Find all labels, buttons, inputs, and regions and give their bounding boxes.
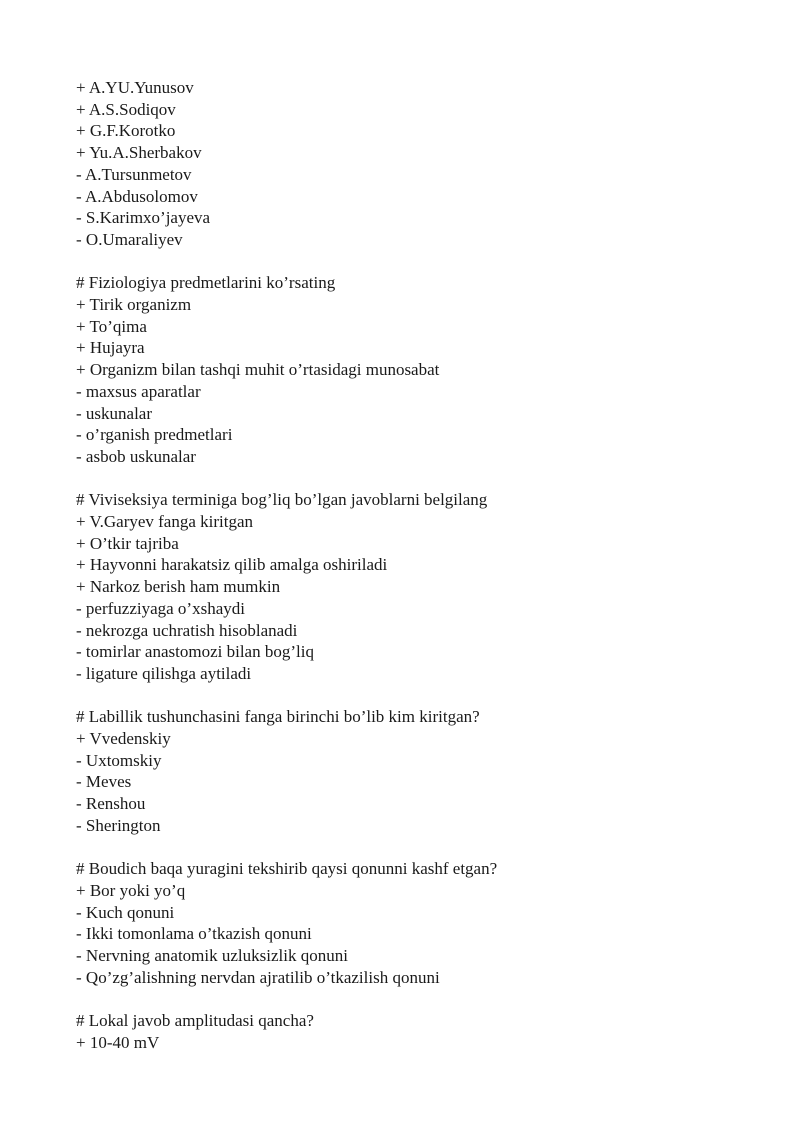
answer-option-wrong: - uskunalar	[76, 403, 153, 423]
answer-option-wrong: - Sherington	[76, 815, 161, 835]
answer-option-correct: + Yu.A.Sherbakov	[76, 143, 202, 163]
answer-option-wrong: - o’rganish predmetlari	[76, 425, 233, 445]
answer-option-wrong: - ligature qilishga aytiladi	[76, 663, 252, 683]
answer-option-wrong: - Qo’zg’alishning nervdan ajratilib o’tkazilish qonuni	[76, 967, 440, 987]
question-block	[76, 77, 756, 251]
question-block	[76, 858, 756, 988]
question-text: # Viviseksiya terminiga bog’liq bo’lgan javoblarni belgilang	[76, 490, 488, 510]
answer-option-correct: + Narkoz berish ham mumkin	[76, 577, 281, 597]
question-block	[76, 489, 756, 684]
answer-option-correct: + V.Garyev fanga kiritgan	[76, 512, 254, 532]
answer-option-correct: + 10-40 mV	[76, 1032, 160, 1052]
answer-option-correct: + O’tkir tajriba	[76, 533, 179, 553]
document-body	[76, 77, 756, 1075]
answer-option-correct: + To’qima	[76, 316, 147, 336]
question-text: # Fiziologiya predmetlarini ko’rsating	[76, 273, 336, 293]
answer-option-wrong: - Ikki tomonlama o’tkazish qonuni	[76, 924, 312, 944]
answer-option-wrong: - O.Umaraliyev	[76, 229, 183, 249]
answer-option-wrong: - Kuch qonuni	[76, 902, 175, 922]
answer-option-wrong: - perfuzziyaga o’xshaydi	[76, 598, 245, 618]
answer-option-correct: + Organizm bilan tashqi muhit o’rtasidagi munosabat	[76, 360, 440, 380]
answer-option-correct: + G.F.Korotko	[76, 121, 176, 141]
answer-option-wrong: - nekrozga uchratish hisoblanadi	[76, 620, 298, 640]
answer-option-wrong: - tomirlar anastomozi bilan bog’liq	[76, 642, 314, 662]
answer-option-correct: + Bor yoki yo’q	[76, 880, 186, 900]
answer-option-correct: + A.YU.Yunusov	[76, 78, 194, 97]
answer-option-wrong: - Renshou	[76, 794, 146, 814]
answer-option-wrong: - A.Abdusolomov	[76, 186, 198, 206]
answer-option-wrong: - Meves	[76, 772, 132, 792]
question-text: # Lokal javob amplitudasi qancha?	[76, 1011, 314, 1031]
answer-option-wrong: - maxsus aparatlar	[76, 381, 201, 401]
answer-option-correct: + A.S.Sodiqov	[76, 99, 176, 119]
answer-option-wrong: - asbob uskunalar	[76, 446, 196, 466]
question-block	[76, 272, 756, 467]
answer-option-wrong: - Nervning anatomik uzluksizlik qonuni	[76, 946, 348, 966]
question-text: # Boudich baqa yuragini tekshirib qaysi qonunni kashf etgan?	[76, 859, 498, 879]
answer-option-wrong: - S.Karimxo’jayeva	[76, 208, 211, 228]
question-block	[76, 706, 756, 836]
answer-option-correct: + Vvedenskiy	[76, 729, 171, 749]
answer-option-correct: + Hujayra	[76, 338, 145, 358]
question-block	[76, 1010, 756, 1053]
question-text: # Labillik tushunchasini fanga birinchi bo’lib kim kiritgan?	[76, 707, 480, 727]
answer-option-wrong: - A.Tursunmetov	[76, 164, 192, 184]
answer-option-wrong: - Uxtomskiy	[76, 750, 162, 770]
answer-option-correct: + Hayvonni harakatsiz qilib amalga oshiriladi	[76, 555, 388, 575]
answer-option-correct: + Tirik organizm	[76, 295, 192, 315]
